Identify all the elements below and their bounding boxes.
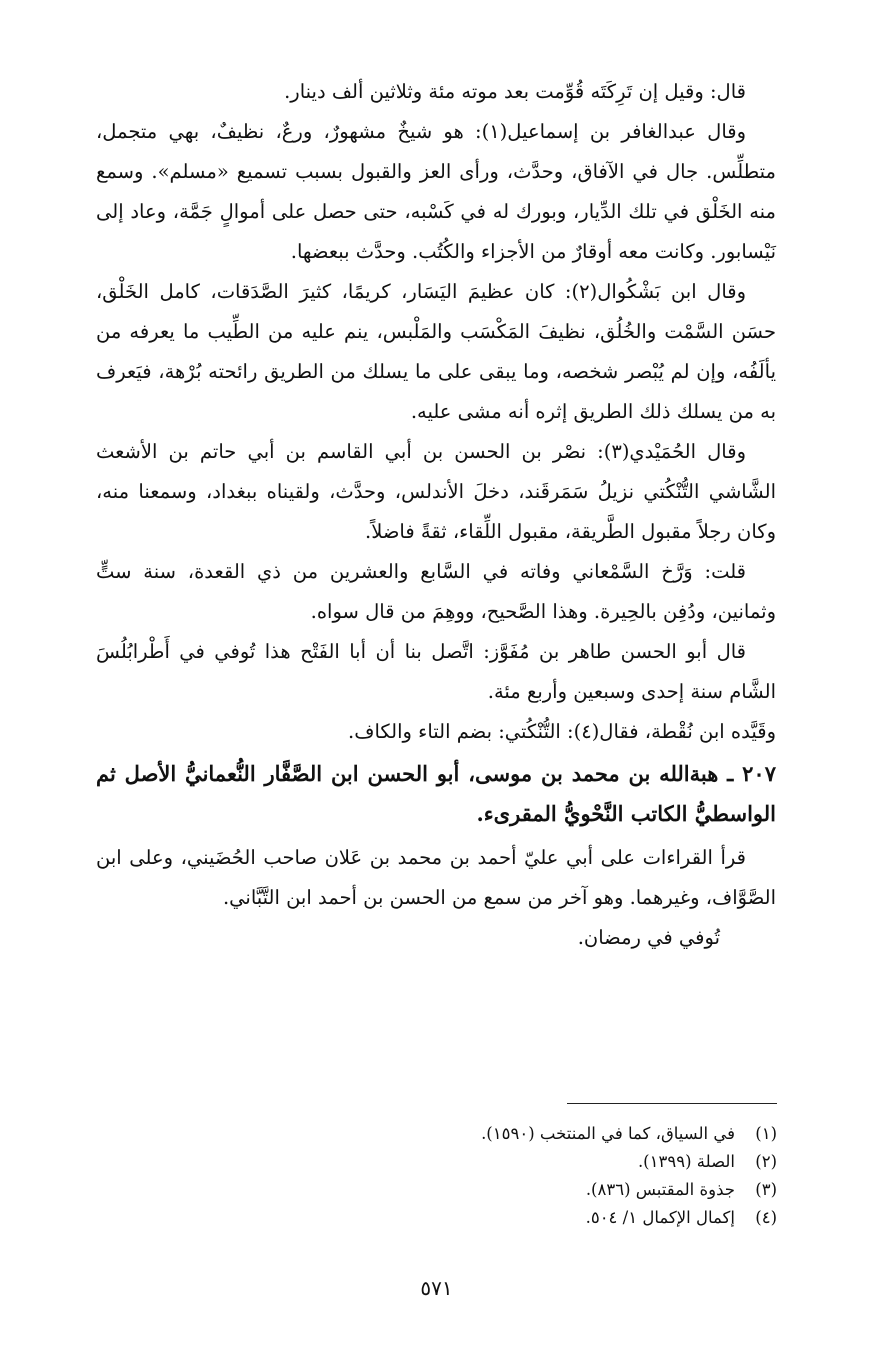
footnotes: [97, 1120, 777, 1232]
footnote-text: الصلة (١٣٩٩).: [637, 1152, 735, 1171]
page-number: ٥٧١: [420, 1276, 453, 1300]
footnote-number: (٤): [755, 1208, 777, 1227]
footnote-text: جذوة المقتبس (٨٣٦).: [585, 1180, 735, 1199]
paragraph-qultu: قلت: وَرَّخ السَّمْعاني وفاته في السَّابع والعشرين من ذي القعدة، سنة ستٍّ وثمانين، ودُفِن بالحِيرة. وهذا الصَّحيح، ووهِمَ من قال سواه.: [96, 560, 776, 623]
paragraph-ibn-nuqta: وقَيَّده ابن نُقْطة، فقال(٤): التُّنْكُتي: بضم التاء والكاف.: [348, 720, 776, 743]
paragraph-abdulghafir: وقال عبدالغافر بن إسماعيل(١): هو شيخٌ مشهورٌ، ورعٌ، نظيفٌ، بهي متجمل، متطلِّس. جال في الآفاق، وحدَّث، ورأى العز والقبول بسبب تسميع «مسلم». وسمع منه الخَلْق في تلك الدِّيار، وبورك له في كَسْبه، حتى حصل على أموالٍ جَمَّة، وعاد إلى نَيْسابور. وكانت معه أوقارٌ من الأجزاء والكُتُب. وحدَّث ببعضها.: [96, 120, 776, 263]
footnote-1: [97, 1120, 777, 1148]
footnote-2: [97, 1148, 777, 1176]
paragraph-ibn-mufawwaz: قال أبو الحسن طاهر بن مُفَوَّز: اتَّصل بنا أن أبا الفَتْح هذا تُوفي في أَطْرابُلُسَ الشَّام سنة إحدى وسبعين وأربع مئة.: [96, 640, 776, 703]
paragraph-qiraat: قرأ القراءات على أبي عليّ أحمد بن محمد بن عَلان صاحب الحُضَيني، وعلى ابن الصَّوَّاف، وغيرهما. وهو آخر من سمع من الحسن بن أحمد ابن التَّبَّاني.: [96, 846, 776, 909]
footnote-number: (٢): [755, 1152, 777, 1171]
footnote-text: إكمال الإكمال ١/ ٥٠٤.: [585, 1208, 735, 1227]
entry-heading: ٢٠٧ ـ هبةالله بن محمد بن موسى، أبو الحسن ابن الصَّفَّار النُّعمانيُّ الأصل ثم الواسطيُّ الكاتب النَّحْويُّ المقرىء.: [96, 761, 776, 826]
paragraph-death: تُوفي في رمضان.: [577, 926, 720, 949]
footnote-separator: [567, 1103, 777, 1104]
footnote-text: في السياق، كما في المنتخب (١٥٩٠).: [481, 1124, 735, 1143]
paragraph-ibn-bashkuwal: وقال ابن بَشْكُوال(٢): كان عظيمَ اليَسَار، كريمًا، كثيرَ الصَّدَقات، كامل الخَلْق، حسَن السَّمْت والخُلُق، نظيفَ المَكْسَب والمَلْبس، ينم عليه من الطِّيب ما يعرفه من يألَفُه، وإن لم يُبْصر شخصه، وما يبقى على ما يسلك من الطريق رائحته بُرْهة، فيَعرف به من يسلك ذلك الطريق إثره أنه مشى عليه.: [96, 280, 776, 423]
paragraph-humaydi: وقال الحُمَيْدي(٣): نصْر بن الحسن بن أبي القاسم بن أبي حاتم بن الأشعث الشَّاشي التُّنْكُتي نزيلُ سَمَرقَند، دخلَ الأندلس، وحدَّث، ولقيناه ببغداد، وسمعنا منه، وكان رجلاً مقبول الطَّريقة، مقبول اللِّقاء، ثقةً فاضلاً.: [96, 440, 776, 543]
main-text: [96, 72, 776, 958]
footnote-3: [97, 1176, 777, 1204]
footnote-4: [97, 1204, 777, 1232]
footnote-number: (١): [755, 1124, 777, 1143]
paragraph-1: قال: وقيل إن تَرِكَتَه قُوِّمت بعد موته مئة وثلاثين ألف دينار.: [284, 80, 746, 103]
footnote-number: (٣): [755, 1180, 777, 1199]
